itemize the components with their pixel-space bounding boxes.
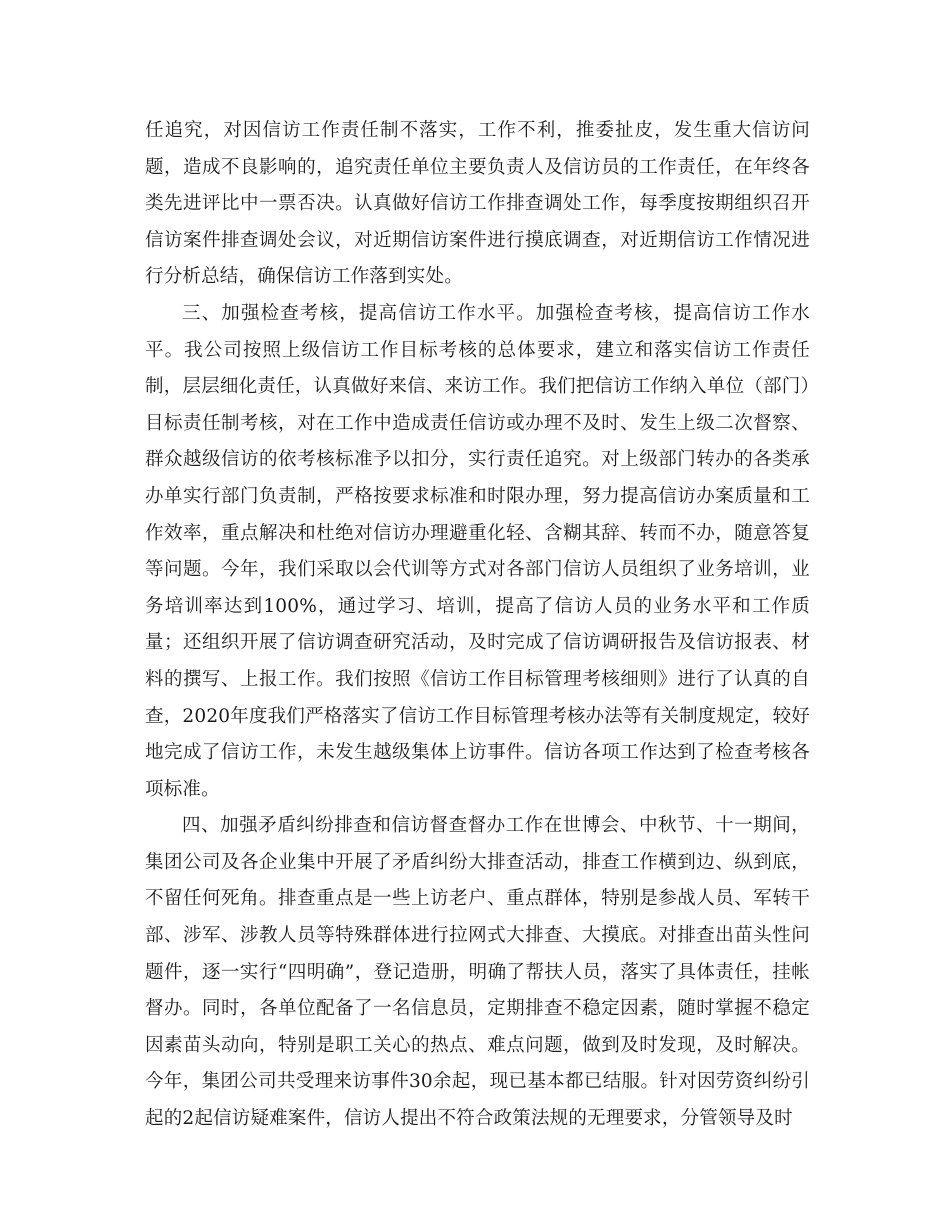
document-body [145,113,810,1138]
paragraph-continuation: 任追究，对因信访工作责任制不落实，工作不利，推委扯皮，发生重大信访问题，造成不良影响的，追究责任单位主要负责人及信访员的工作责任，在年终各类先进评比中一票否决。认真做好信访工作排查调处工作，每季度按期组织召开信访案件排查调处会议，对近期信访案件进行摸底调查，对近期信访工作情况进行分析总结，确保信访工作落到实处。 [145,120,810,288]
paragraph-section-three: 三、加强检查考核，提高信访工作水平。加强检查考核，提高信访工作水平。我公司按照上级信访工作目标考核的总体要求，建立和落实信访工作责任制，层层细化责任，认真做好来信、来访工作。我们把信访工作纳入单位（部门）目标责任制考核，对在工作中造成责任信访或办理不及时、发生上级二次督察、群众越级信访的依考核标准予以扣分，实行责任追究。对上级部门转办的各类承办单实行部门负责制，严格按要求标准和时限办理，努力提高信访办案质量和工作效率，重点解决和杜绝对信访办理避重化轻、含糊其辞、转而不办，随意答复等问题。今年，我们采取以会代训等方式对各部门信访人员组织了业务培训，业务培训率达到100%，通过学习、培训，提高了信访人员的业务水平和工作质量；还组织开展了信访调查研究活动，及时完成了信访调研报告及信访报表、材料的撰写、上报工作。我们按照《信访工作目标管理考核细则》进行了认真的自查，2020年度我们严格落实了信访工作目标管理考核办法等有关制度规定，较好地完成了信访工作，未发生越级集体上访事件。信访各项工作达到了检查考核各项标准。 [145,302,810,800]
paragraph-section-four: 四、加强矛盾纠纷排查和信访督查督办工作在世博会、中秋节、十一期间，集团公司及各企业集中开展了矛盾纠纷大排查活动，排查工作横到边、纵到底，不留任何死角。排查重点是一些上访老户、重点群体，特别是参战人员、军转干部、涉军、涉教人员等特殊群体进行拉网式大排查、大摸底。对排查出苗头性问题件，逐一实行“四明确”，登记造册，明确了帮扶人员，落实了具体责任，挂帐督办。同时，各单位配备了一名信息员，定期排查不稳定因素，随时掌握不稳定因素苗头动向，特别是职工关心的热点、难点问题，做到及时发现，及时解决。今年，集团公司共受理来访事件30余起，现已基本都已结服。针对因劳资纠纷引起的2起信访疑难案件，信访人提出不符合政策法规的无理要求，分管领导及时 [145,815,810,1130]
